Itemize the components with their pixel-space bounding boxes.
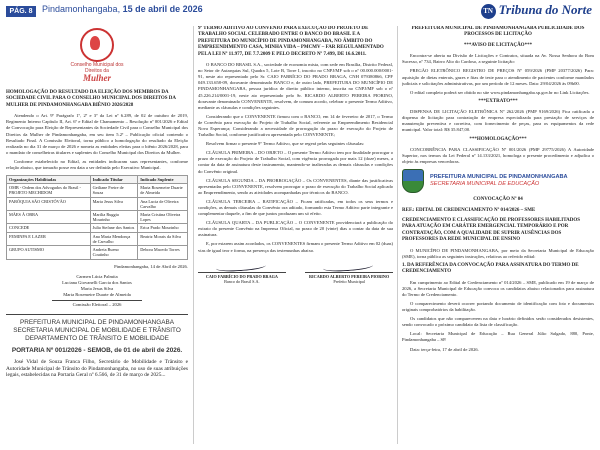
logo-text: Tribuna do Norte — [498, 2, 592, 17]
signer-name: RICARDO ALBERTO PEREIRA PIORINO — [309, 273, 390, 279]
licitacao-title: PREFEITURA MUNICIPAL DE PINDAMONHANGABA PUBLICIDADE DOS PROCESSOS DE LICITAÇÃO — [411, 26, 585, 38]
table-row — [7, 224, 188, 232]
column-header: Organizações Habilitadas — [7, 176, 91, 184]
edital-object: CREDENCIAMENTO E CLASSIFICAÇÃO DE PROFESSORES HABILITADOS PARA ATUAÇÃO EM CARÁTER EMERGENCIAL TEMPORÁRIO E POR CONTRATAÇÃO, COM A QUALIDADE DE SUPRIR AUSÊNCIAS DOS PROFESSORES DA REDE MUNICIPAL DE ENSINO — [402, 218, 581, 243]
column-rule — [193, 26, 194, 444]
womens-council-emblem — [62, 28, 132, 84]
local-line: Local: Secretaria Municipal de Educação – Rua General Júlio Salgado, 880, Ponte, Pindamonhangaba – SP. — [402, 331, 594, 343]
handwritten-signature — [305, 260, 393, 272]
org-cell: CONCEDE — [7, 224, 91, 232]
signatures-row — [198, 260, 393, 284]
signature-bank — [198, 260, 286, 284]
signer-name: CAIO FABRÍCIO DO PRADO BRAGA — [205, 273, 278, 279]
signature-mayor — [305, 260, 393, 284]
candidates-table — [6, 175, 188, 259]
paragraph: PREGÃO ELETRÔNICO REGISTRO DE PREÇOS Nº 059/2026 (PMP 20377/2026) Para: aquisição de dietas enterais, gazes e fitas de teste para o atendimento de pacientes conforme mandados judiciais e solicitações administrativas, por um período de 12 meses. Data: 29/04/2026 às 09h00. — [402, 68, 594, 86]
suplente-cell: Erica Prado Mourinho — [138, 224, 188, 232]
signer-name: Maria Jesus Silva — [80, 285, 114, 291]
suplente-cell: Maria Cristina Oliveira Lopes — [138, 211, 188, 224]
titular-cell: Maria Jesus Silva — [90, 197, 138, 210]
signature-line — [305, 272, 393, 273]
paragraph: CLÁUSULA TERCEIRA – RATIFICAÇÃO – Ficam ratificadas, em todos os seus termos e condições, as demais cláusulas do Convênio ora aditado, formando esta Termo Aditivo parte integrante e complementar daquele, a fim de que juntos produzam um só efeito. — [198, 198, 393, 217]
table-row — [7, 232, 188, 245]
date-line: Data: terça-feira, 17 de abril de 2026. — [410, 346, 479, 352]
column-middle — [198, 26, 393, 446]
education-org — [430, 174, 568, 188]
titular-cell: Ana Maria Mendonça de Carvalho — [90, 232, 138, 245]
signer-name: Luciana Giovanelli Garcia dos Santos — [62, 279, 132, 285]
table-header-row — [7, 176, 188, 184]
org-cell: PARÓQUIA SÃO CRISTÓVÃO — [7, 197, 91, 210]
crest-org-name: PREFEITURA MUNICIPAL DE PINDAMONHANGABA — [430, 174, 568, 181]
column-right — [402, 26, 594, 446]
paragraph: O BANCO DO BRASIL S.A., sociedade de economia mista, com sede em Brasília, Distrito Federal, no Setor de Autarquias Sul, Quadra 5, Lote B, Torre I, inscrito no CNPJ/MF sob o nº 00.000.000/0001-91, neste ato representado pelo Sr. CAIO FABRÍCIO DO PRADO BRAGA, CNH 079380866, CPF 049.133.658-09, doravante denominado BANCO e, de outro lado, PREFEITURA DO MUNICÍPIO DE PINDAMONHANGABA, pessoa jurídica de direito público interno, inscrita no CNPJ/MF sob o nº 45.226.214/0001-19, neste ato representado pelo Sr. RICARDO ALBERTO PEREIRA PIORINO, doravante denominado CONVENENTE, resolvem, de comum acordo, celebrar o presente Termo Aditivo, mediante as cláusulas e condições seguintes. — [198, 62, 393, 110]
org-cell: GRUPO AUTISMO — [7, 246, 91, 259]
signer-name: Carmen Lúcia Palmita — [76, 273, 118, 279]
city-crest-icon — [402, 169, 424, 193]
titular-cell: Julia Stefane dos Santos — [90, 224, 138, 232]
paragraph: O comparecimento deverá ocorrer portando documento de identificação com foto e documentos originais comprobatórios da habilitação. — [402, 300, 594, 313]
newspaper-logo — [481, 2, 592, 19]
paragraph: O MUNICÍPIO DE PINDAMONHANGABA, por meio da Secretaria Municipal de Educação (SME), torna pública as seguintes instruções, relativas ao referido edital: — [402, 247, 594, 259]
column-header: Indicado Suplente — [138, 176, 188, 184]
suplente-cell: Beatriz Morais da Silva — [138, 232, 188, 245]
section-subtitle: ***AVISO DE LICITAÇÃO*** — [463, 42, 533, 48]
header-date: 15 de abril de 2026 — [122, 4, 203, 14]
paragraph: Considerando que o CONVENENTE firmou com o BANCO, em 14 de fevereiro de 2017, o Termo de Convênio para execução do Projeto de Trabalho Social, referente ao Empreendimento Residencial Nova Esperança; Considerando a necessidade de prorrogação do prazo de execução do Projeto de Trabalho Social, conforme justificativa apresentada pelo CONVENENTE; — [198, 113, 393, 138]
page-number-tag: PÁG. 8 — [6, 6, 36, 17]
paragraph: Resolvem firmar o presente 9º Termo Aditivo, que se regerá pelas seguintes cláusulas: — [206, 141, 365, 147]
org-cell: MÃES À OBRA — [7, 211, 91, 224]
titular-cell: Marilia Ruggia Mourinho — [90, 211, 138, 224]
table-row — [7, 184, 188, 197]
column-rule — [397, 26, 398, 444]
paragraph: Os candidatos que não comparecerem na data e horário definidos serão considerados desistentes, sendo convocado o próximo candidato da lista de classificação. — [402, 316, 594, 328]
table-row — [7, 246, 188, 259]
paragraph: Conforme estabelecido no Edital, as entidades indicaram suas representantes, conforme relação abaixo, que tomarão posse em data a ser definida pelo Executivo Municipal. — [6, 158, 188, 170]
paragraph: CONCORRÊNCIA PARA CLASSIFICAÇÃO Nº 001/2026 (PMP 29775/2026) A Autoridade Superior, nos termos da Lei Federal nº 14.133/2021, homologa o presente procedimento e adjudica o objeto às empresas vencedoras. — [402, 146, 594, 165]
edital-ref: REF.: EDITAL DE CREDENCIAMENTO Nº 014/2026 – SME — [402, 207, 536, 213]
paragraph: CLÁUSULA PRIMEIRA – DO OBJETO – O presente Termo Aditivo tem por finalidade prorrogar o prazo de execução do Projeto de Trabalho Social, com vigência prorrogada por mais 12 (doze) meses, a contar da data de assinatura deste instrumento, mantendo-se inalteradas as demais cláusulas e condições do Convênio original. — [198, 150, 393, 174]
item-heading: 1. DA REFERÊNCIA DA CONVOCAÇÃO PARA ASSINATURA DO TERMO DE CREDENCIAMENTO — [402, 262, 579, 275]
emblem-word: Mulher — [82, 73, 111, 83]
paragraph: CLÁUSULA SEGUNDA – DA PRORROGAÇÃO – Os CONVENENTES, diante das justificativas apresentadas pelo CONVENENTE, resolvem prorrogar o prazo de execução do Trabalho Social aplicado ao Empreendimento, sendo as atividades acompanhadas por técnicos do BANCO. — [198, 177, 393, 195]
signature-line — [198, 272, 286, 273]
suplente-cell: Ana Lucia de Oliveira Carvalho — [138, 197, 188, 210]
paragraph: E, por estarem assim acordados, os CONVENENTES firmam o presente Termo Aditivo em 02 (duas) vias de igual teor e forma, na presença das testemunhas abaixo. — [198, 241, 393, 253]
suplente-cell: Maria Rosemeire Duarte de Almeida — [138, 184, 188, 197]
portaria-text: José Vidal de Souza Franca Filho, Secretário de Mobilidade e Trânsito e Autoridade Municipal de Trânsito do Pindamonhangaba, no uso de suas atribuições legais, estabelecidas na Portaria Geral nº 6.566, de 31 de março de 2025... — [6, 359, 188, 379]
suplente-cell: Debora Macedo Torres — [138, 246, 188, 259]
column-header: Indicado Titular — [90, 176, 138, 184]
signature-block — [6, 274, 188, 308]
handwritten-signature — [198, 260, 286, 272]
section-subtitle: ***HOMOLOGAÇÃO*** — [469, 136, 527, 142]
signer-role: Banco do Brasil S.A. — [224, 278, 260, 284]
signature-line — [52, 300, 142, 301]
section-divider — [6, 314, 188, 315]
paragraph: Encontra-se aberta na Divisão de Licitações e Contratos, situada na Av. Nossa Senhora do Bom Sucesso, nº 734, Bairro Alto do Cardoso, a seguinte licitação: — [402, 53, 594, 65]
signer-role: Comissão Eleitoral – 2026 — [72, 301, 122, 307]
aditivo-title: 9º TERMO ADITIVO AO CONVÊNIO PARA EXECUÇÃO DO PROJETO DE TRABALHO SOCIAL CELEBRADO ENTRE O BANCO DO BRASIL E A PREFEITURA DO MUNICÍPIO DE PINDAMONHANGABA, NO ÂMBITO DO EMPREENDIMENTO CASA, MINHA VIDA – PMCMV – FAR REGULAMENTADO PELA LEI Nº 11.977, DE 7.7.2009 E PELO DECRETO Nº 7.499, DE 16.6.2011. — [198, 26, 384, 57]
table-row — [7, 211, 188, 224]
table-row — [7, 197, 188, 210]
titular-cell: Geiliane Freire de Souza — [90, 184, 138, 197]
paragraph: DISPENSA DE LICITAÇÃO ELETRÔNICA Nº 262/2026 (PMP 9169/2026) Fica ratificada a dispensa de licitação para contratação de empresa especializada para prestação de serviços de manutenção preventiva e corretiva, com fornecimento de peças, para os equipamentos da rede municipal. Valor total: R$ 35.847,00. — [402, 109, 594, 133]
paragraph: O edital completo poderá ser obtido no site www.pindamonhangaba.sp.gov.br no Link Licitações. — [410, 89, 590, 95]
column-left — [6, 26, 188, 446]
header-dateline — [42, 4, 203, 14]
org-cell: OMB - Ordem dos Advogados do Brasil - PROJETO MECHIDOM — [7, 184, 91, 197]
paragraph: Em cumprimento ao Edital de Credenciamento nº 014/2026 – SME, publicado em 19 de março de 2026, a Secretaria Municipal de Educação convoca os candidatos abaixo relacionados para assinatura do Termo de Credenciamento. — [402, 279, 594, 297]
place-date: Pindamonhangaba, 14 de Abril de 2026. — [114, 263, 188, 269]
titular-cell: Andreia Bueno Coutinho — [90, 246, 138, 259]
portaria-number: PORTARIA Nº 001/2026 - SEMOB, de 01 de abril de 2026. — [11, 347, 183, 355]
signer-name: Maria Rosemeire Duarte de Almeida — [63, 291, 131, 297]
signer-role: Prefeito Municipal — [333, 278, 365, 284]
convocacao-title: CONVOCAÇÃO Nº 04 — [473, 197, 523, 203]
emblem-icon — [80, 28, 114, 62]
semob-org-title: PREFEITURA MUNICIPAL DE PINDAMONHANGABA SECRETARIA MUNICIPAL DE MOBILIDADE E TRÂNSITO DEPARTAMENTO DE TRÂNSITO E MOBILIDADE — [13, 319, 181, 343]
page-header — [0, 0, 600, 24]
homologation-title: HOMOLOGAÇÃO DO RESULTADO DA ELEIÇÃO DOS MEMBROS DA SOCIEDADE CIVIL PARA O CONSELHO MUNICIPAL DOS DIREITOS DA MULHER DE PINDAMONHANGABA BIÊNIO 2026/2028 — [6, 90, 176, 108]
org-cell: FEMINPA E LAZER — [7, 232, 91, 245]
emblem-caption: Conselho Municipal dos Direitos da — [70, 62, 124, 74]
education-header — [402, 169, 594, 193]
section-subtitle: ***EXTRATO*** — [478, 98, 518, 104]
crest-dept-name: SECRETARIA MUNICIPAL DE EDUCAÇÃO — [430, 181, 540, 188]
paragraph: CLÁUSULA QUARTA – DA PUBLICAÇÃO – O CONVENENTE providenciará a publicação do extrato do presente Convênio na Imprensa Oficial, no prazo de 20 (vinte) dias a contar da data de sua assinatura. — [198, 220, 393, 238]
tn-logo-icon: TN — [481, 4, 496, 19]
portaria-title — [6, 347, 188, 355]
paragraph: Atendendo o Art. 9º Parágrafo 1º, 2º e 3º da Lei nº 6.289, de 02 de outubro de 2019, Regimento Interno Capítulo II, Art. 6º e Edital de Chamamento – Resolução nº 001/2026 e Edital de Convocação para Eleição de Representantes da Sociedade Civil para o Conselho Municipal dos Direitos da Mulher de Pindamonhangaba, em seu item 5.2ª – Publicação oficial contendo o Resultado Final. A Comissão Eleitoral, torna público a homologação do resultado da Eleição realizada no dia 31 de março de 2026 e nomeia as entidades eleitas para o biênio 2026/2028, para o mandato de conselheiras titulares e suplentes do Conselho Municipal dos Direitos da Mulher. — [6, 113, 188, 155]
header-city: Pindamonhangaba, — [42, 4, 121, 14]
